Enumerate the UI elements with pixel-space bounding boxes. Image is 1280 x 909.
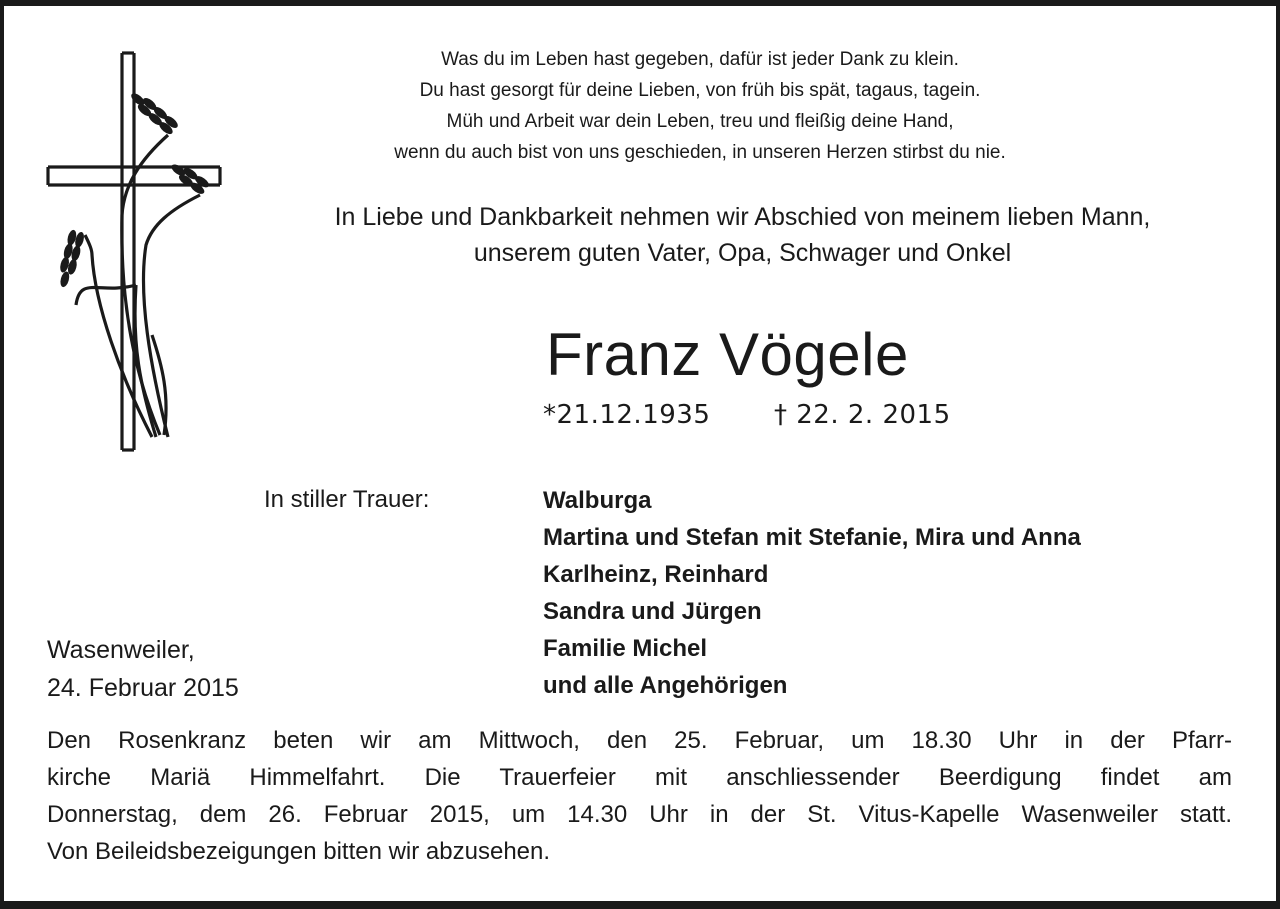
place-and-date: [47, 631, 239, 707]
poem-line: wenn du auch bist von uns geschieden, in unseren Herzen stirbst du nie.: [394, 142, 1006, 163]
birth-date: *21.12.1935: [543, 400, 711, 430]
notice-line: kirche Mariä Himmelfahrt. Die Trauerfeier mit anschliessender Beerdigung findet am: [47, 764, 1232, 791]
intro-line: unserem guten Vater, Opa, Schwager und Onkel: [473, 239, 1012, 267]
service-notice: [47, 722, 1232, 870]
poem: [300, 44, 1100, 168]
mourner-entry: Walburga: [543, 487, 652, 514]
deceased-name: Franz Vögele: [546, 321, 909, 388]
cross-with-wheat-icon: [40, 45, 230, 465]
death-date: † 22. 2. 2015: [774, 400, 951, 430]
notice-line: Von Beileidsbezeigungen bitten wir abzusehen.: [47, 838, 551, 865]
mourners-list: [543, 482, 1081, 704]
farewell-intro: [240, 199, 1245, 271]
notice-line: Donnerstag, dem 26. Februar 2015, um 14.30 Uhr in der St. Vitus-Kapelle Wasenweiler statt.: [47, 801, 1232, 828]
mourner-entry: Karlheinz, Reinhard: [543, 561, 769, 588]
intro-line: In Liebe und Dankbarkeit nehmen wir Abschied von meinem lieben Mann,: [334, 203, 1151, 231]
poem-line: Du hast gesorgt für deine Lieben, von früh bis spät, tagaus, tagein.: [419, 80, 981, 101]
mourner-entry: und alle Angehörigen: [543, 672, 788, 699]
poem-line: Was du im Leben hast gegeben, dafür ist jeder Dank zu klein.: [441, 49, 959, 70]
place: Wasenweiler,: [47, 636, 195, 664]
date: 24. Februar 2015: [47, 674, 239, 702]
mourner-entry: Familie Michel: [543, 635, 708, 662]
mourning-label: In stiller Trauer:: [264, 486, 430, 513]
poem-line: Müh und Arbeit war dein Leben, treu und fleißig deine Hand,: [446, 111, 954, 132]
mourner-entry: Sandra und Jürgen: [543, 598, 762, 625]
notice-line: Den Rosenkranz beten wir am Mittwoch, den 25. Februar, um 18.30 Uhr in der Pfarr-: [47, 727, 1232, 754]
mourner-entry: Martina und Stefan mit Stefanie, Mira und Anna: [543, 524, 1081, 551]
